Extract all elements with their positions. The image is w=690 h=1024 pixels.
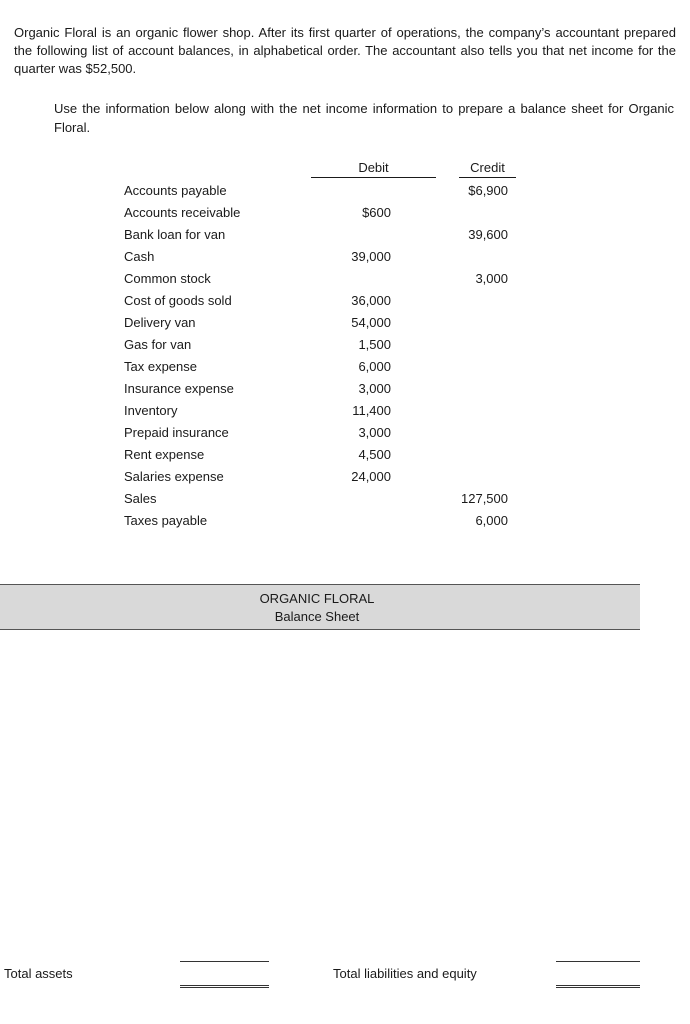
account-name: Inventory	[124, 403, 178, 418]
account-name: Prepaid insurance	[124, 425, 229, 440]
credit-column-header: Credit	[459, 159, 516, 178]
total-assets-answer-field[interactable]	[180, 961, 269, 988]
table-row	[0, 269, 690, 291]
account-name: Bank loan for van	[124, 227, 226, 242]
total-liabilities-equity-label: Total liabilities and equity	[333, 966, 477, 981]
account-name: Tax expense	[124, 359, 197, 374]
debit-value: 36,000	[351, 293, 391, 308]
debit-value: 4,500	[358, 447, 391, 462]
debit-value: 3,000	[358, 381, 391, 396]
debit-value: 24,000	[351, 469, 391, 484]
account-name: Common stock	[124, 271, 211, 286]
company-name: ORGANIC FLORAL	[259, 591, 375, 606]
account-balances-table	[0, 181, 690, 533]
table-row	[0, 511, 690, 533]
credit-value: 39,600	[468, 227, 508, 242]
account-name: Insurance expense	[124, 381, 234, 396]
table-row	[0, 423, 690, 445]
table-row	[0, 181, 690, 203]
intro-paragraph: Organic Floral is an organic flower shop. After its first quarter of operations, the company’s accountant prepared the following list of account balances, in alphabetical order. The accountant also tells you that net income for the quarter was $52,500.	[14, 25, 676, 76]
account-name: Accounts payable	[124, 183, 227, 198]
credit-value: 127,500	[461, 491, 508, 506]
account-name: Sales	[124, 491, 157, 506]
account-name: Cost of goods sold	[124, 293, 232, 308]
table-row	[0, 379, 690, 401]
total-liabilities-equity-answer-field[interactable]	[556, 961, 640, 988]
debit-value: 6,000	[358, 359, 391, 374]
debit-column-header: Debit	[311, 159, 436, 178]
debit-value: 1,500	[358, 337, 391, 352]
debit-value: 54,000	[351, 315, 391, 330]
debit-value: 3,000	[358, 425, 391, 440]
account-name: Salaries expense	[124, 469, 224, 484]
table-row	[0, 203, 690, 225]
table-row	[0, 357, 690, 379]
table-row	[0, 313, 690, 335]
table-row	[0, 445, 690, 467]
account-name: Accounts receivable	[124, 205, 241, 220]
table-row	[0, 489, 690, 511]
table-row	[0, 335, 690, 357]
table-row	[0, 247, 690, 269]
debit-value: $600	[362, 205, 391, 220]
table-row	[0, 467, 690, 489]
credit-value: 6,000	[475, 513, 508, 528]
credit-value: $6,900	[468, 183, 508, 198]
account-name: Delivery van	[124, 315, 196, 330]
debit-value: 11,400	[352, 403, 391, 418]
account-name: Taxes payable	[124, 513, 208, 528]
instruction-paragraph: Use the information below along with the net income information to prepare a balance sheet for Organic Floral.	[54, 101, 674, 135]
statement-title: Balance Sheet	[274, 609, 360, 624]
account-name: Cash	[124, 249, 155, 264]
credit-value: 3,000	[475, 271, 508, 286]
table-row	[0, 225, 690, 247]
debit-value: 39,000	[351, 249, 391, 264]
total-assets-label: Total assets	[4, 966, 73, 981]
table-row	[0, 401, 690, 423]
balance-sheet-header	[0, 584, 640, 630]
account-name: Rent expense	[124, 447, 205, 462]
table-row	[0, 291, 690, 313]
account-name: Gas for van	[124, 337, 192, 352]
